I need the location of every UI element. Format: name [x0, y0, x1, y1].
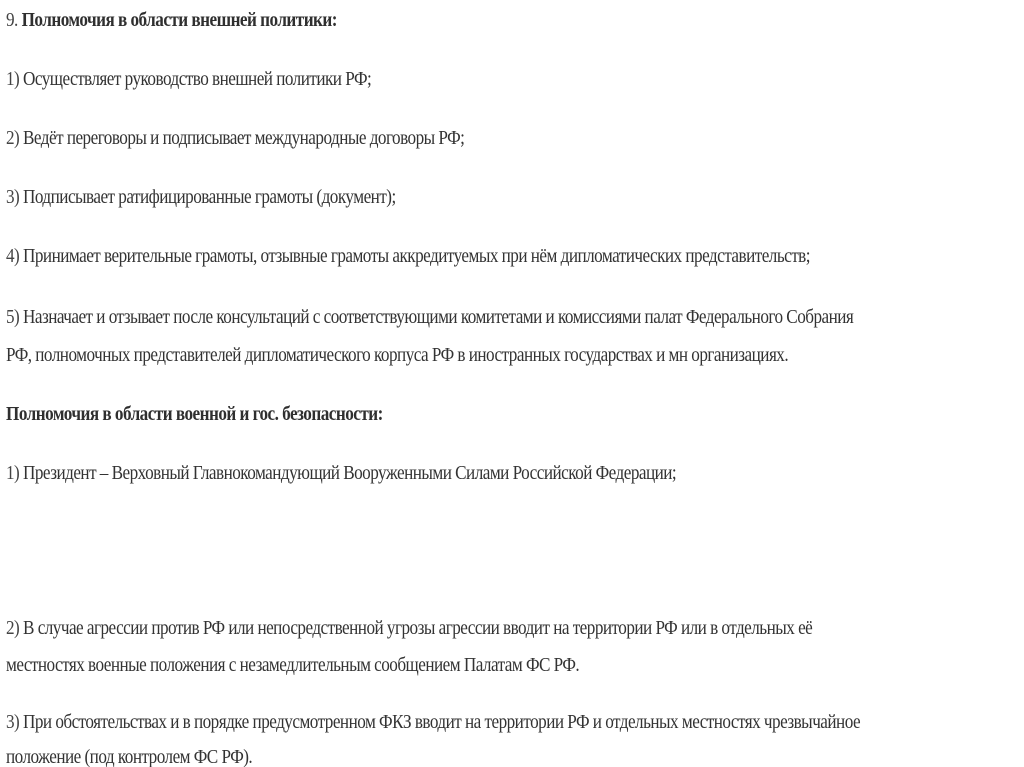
foreign-item-5-continued: РФ, полномочных представителей дипломатического корпуса РФ в иностранных государствах и мн организациях.: [6, 345, 789, 366]
item-text: При обстоятельствах и в порядке предусмотренном ФКЗ вводит на территории РФ и отдельных местностях чрезвычайное: [23, 712, 861, 733]
item-text: Президент – Верховный Главнокомандующий Вооруженными Силами Российской Федерации;: [23, 463, 677, 484]
heading-text: Полномочия в области внешней политики:: [21, 10, 337, 31]
military-item-2-continued: местностях военные положения с незамедлительным сообщением Палатам ФС РФ.: [6, 655, 580, 676]
foreign-item-5: [6, 306, 853, 330]
item-number: 5): [6, 307, 20, 328]
item-number: 2): [6, 618, 20, 639]
foreign-item-1: [6, 68, 371, 92]
military-heading: Полномочия в области военной и гос. безопасности:: [6, 404, 383, 425]
item-text: Ведёт переговоры и подписывает международные договоры РФ;: [23, 128, 465, 149]
item-text: Подписывает ратифицированные грамоты (документ);: [23, 187, 396, 208]
item-number: 3): [6, 187, 20, 208]
military-item-3: [6, 711, 860, 735]
item-number: 2): [6, 128, 20, 149]
item-text: Принимает верительные грамоты, отзывные грамоты аккредитуемых при нём дипломатических представительств;: [23, 246, 810, 267]
heading-number: 9.: [6, 10, 18, 31]
item-text: Назначает и отзывает после консультаций с соответствующими комитетами и комиссиями палат Федерального Собрания: [23, 307, 854, 328]
item-number: 1): [6, 463, 20, 484]
item-number: 1): [6, 69, 20, 90]
item-number: 4): [6, 246, 20, 267]
foreign-item-3: [6, 186, 396, 210]
item-text: В случае агрессии против РФ или непосредственной угрозы агрессии вводит на территории РФ или в отдельных её: [23, 618, 813, 639]
foreign-item-2: [6, 127, 464, 151]
item-text: Осуществляет руководство внешней политики РФ;: [23, 69, 372, 90]
item-number: 3): [6, 712, 20, 733]
military-item-3-continued: положение (под контролем ФС РФ).: [6, 747, 253, 767]
foreign-policy-heading: [6, 9, 337, 33]
foreign-item-4: [6, 245, 810, 269]
military-item-2: [6, 617, 812, 641]
military-item-1: [6, 462, 676, 486]
